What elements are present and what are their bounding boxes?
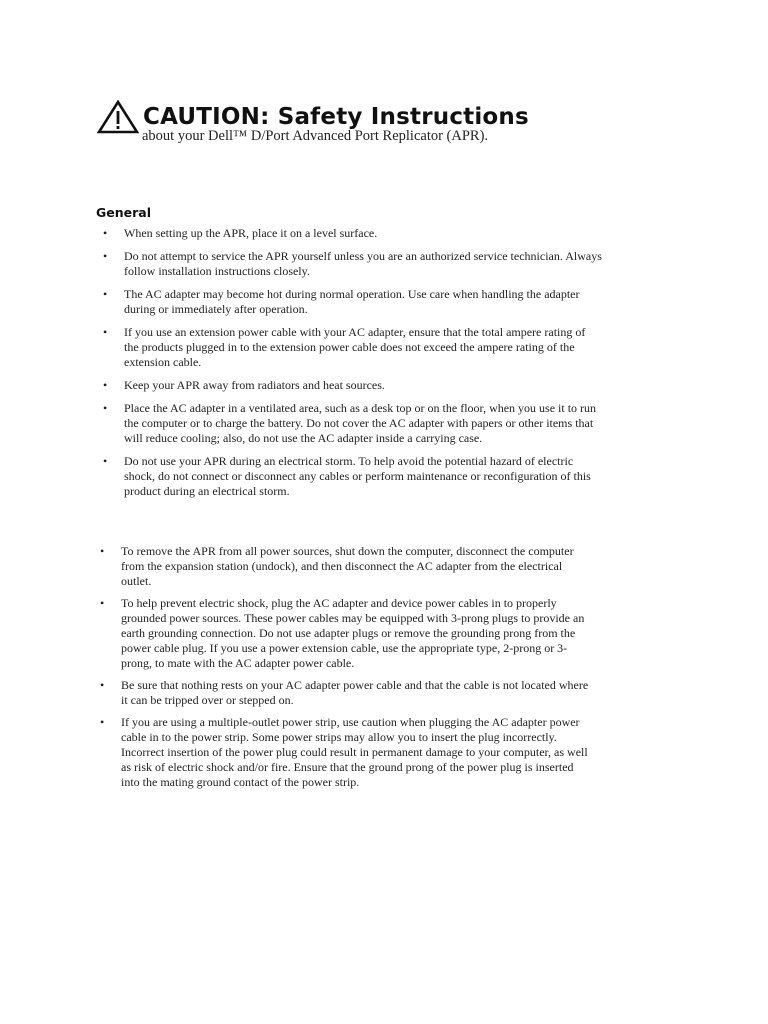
list-item: • Do not attempt to service the APR yourself unless you are an authorized service technician. Always follow installation instructions closely. bbox=[124, 249, 602, 279]
power-list bbox=[121, 544, 591, 797]
list-item: • Keep your APR away from radiators and heat sources. bbox=[124, 378, 602, 393]
list-item: • If you are using a multiple-outlet power strip, use caution when plugging the AC adapter power cable in to the power strip. Some power strips may allow you to insert the plug incorrectly. Incorrect insertion of the power plug could result in permanent damage to your computer, as well as risk of electric shock and/or fire. Ensure that the ground prong of the power plug is inserted into the mating ground contact of the power strip. bbox=[121, 715, 591, 790]
section-heading-general: General bbox=[96, 205, 151, 220]
list-item: • The AC adapter may become hot during normal operation. Use care when handling the adapter during or immediately after operation. bbox=[124, 287, 602, 317]
general-list bbox=[124, 226, 602, 507]
list-item: • To remove the APR from all power sources, shut down the computer, disconnect the computer from the expansion station (undock), and then disconnect the AC adapter from the electrical outlet. bbox=[121, 544, 591, 589]
list-item: • Be sure that nothing rests on your AC adapter power cable and that the cable is not located where it can be tripped over or stepped on. bbox=[121, 678, 591, 708]
list-item: • Place the AC adapter in a ventilated area, such as a desk top or on the floor, when you use it to run the computer or to charge the battery. Do not cover the AC adapter with papers or other items that will reduce cooling; also, do not use the AC adapter inside a carrying case. bbox=[124, 401, 602, 446]
page-subtitle: about your Dell™ D/Port Advanced Port Replicator (APR). bbox=[142, 128, 489, 144]
page-title: CAUTION: Safety Instructions bbox=[143, 104, 529, 130]
warning-triangle-icon bbox=[97, 100, 139, 134]
list-item: • Do not use your APR during an electrical storm. To help avoid the potential hazard of electric shock, do not connect or disconnect any cables or perform maintenance or reconfiguration of this product during an electrical storm. bbox=[124, 454, 602, 499]
list-item: • If you use an extension power cable with your AC adapter, ensure that the total ampere rating of the products plugged in to the extension power cable does not exceed the ampere rating of the extension cable. bbox=[124, 325, 602, 370]
list-item: • When setting up the APR, place it on a level surface. bbox=[124, 226, 602, 241]
list-item: • To help prevent electric shock, plug the AC adapter and device power cables in to properly grounded power sources. These power cables may be equipped with 3-prong plugs to provide an earth grounding connection. Do not use adapter plugs or remove the grounding prong from the power cable plug. If you use a power extension cable, use the appropriate type, 2-prong or 3-prong, to mate with the AC adapter power cable. bbox=[121, 596, 591, 671]
